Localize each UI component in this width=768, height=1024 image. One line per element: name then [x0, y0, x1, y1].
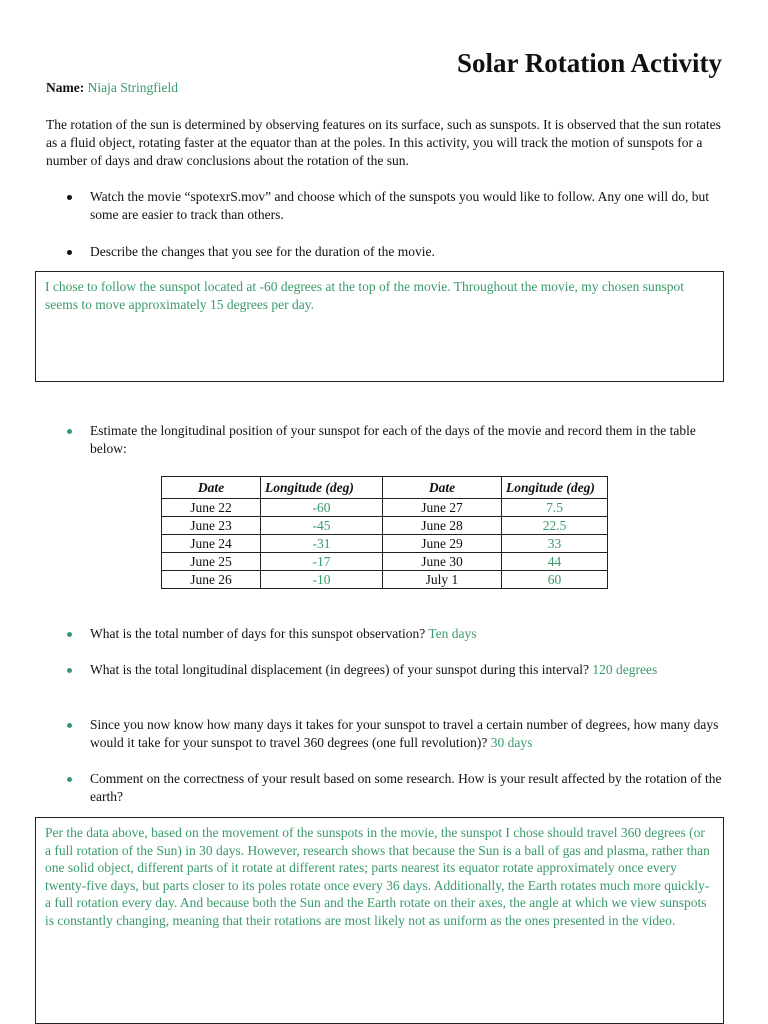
question-text: Since you now know how many days it takes for your sunspot to travel a certain number of degrees, how many days would it take for your sunspot to travel 360 degrees (one full revolution)? — [90, 717, 719, 750]
question-total-days — [90, 625, 726, 643]
student-name: Niaja Stringfield — [87, 80, 178, 95]
date-cell: June 28 — [383, 517, 502, 535]
date-cell: June 24 — [162, 535, 261, 553]
date-cell: June 30 — [383, 553, 502, 571]
bullet-watch-movie: Watch the movie “spotexrS.mov” and choose which of the sunspots you would like to follow. Any one will do, but some are easier to track than others. — [90, 188, 726, 224]
date-cell: June 22 — [162, 499, 261, 517]
header-date-2: Date — [383, 477, 502, 499]
table-row — [162, 499, 608, 517]
name-label: Name: — [46, 80, 85, 95]
name-line — [46, 79, 178, 97]
table-header-row — [162, 477, 608, 499]
longitude-cell[interactable]: -17 — [261, 553, 383, 571]
header-date-1: Date — [162, 477, 261, 499]
intro-paragraph: The rotation of the sun is determined by observing features on its surface, such as sunspots. It is observed that the sun rotates as a fluid object, rotating faster at the equator than at the poles. In this activity, you will track the motion of sunspots for a number of days and draw conclusions about the rotation of the sun. — [46, 117, 721, 168]
question-comment: Comment on the correctness of your result based on some research. How is your result affected by the rotation of the earth? — [90, 770, 726, 806]
answer-displacement[interactable]: 120 degrees — [592, 662, 658, 677]
longitude-cell[interactable]: -10 — [261, 571, 383, 589]
longitude-cell[interactable]: 60 — [502, 571, 608, 589]
longitude-cell[interactable]: -31 — [261, 535, 383, 553]
question-text: What is the total number of days for this sunspot observation? — [90, 626, 426, 641]
answer-box-changes[interactable]: I chose to follow the sunspot located at -60 degrees at the top of the movie. Throughout the movie, my chosen sunspot seems to move approximately 15 degrees per day. — [35, 271, 724, 382]
table-row — [162, 571, 608, 589]
answer-total-days[interactable]: Ten days — [428, 626, 477, 641]
answer-box-comment[interactable]: Per the data above, based on the movement of the sunspots in the movie, the sunspot I chose should travel 360 degrees (or a full rotation of the Sun) in 30 days. However, research shows that because the Sun is a ball of gas and plasma, rather than one solid object, different parts of it rotate at different rates; parts nearest its equator rotate approximately once every twenty-five days, but parts closer to its poles rotate once every 36 days. Additionally, the Earth rotates much more quickly- a full rotation every day. And because both the Sun and the Earth rotate on their axes, the angle at which we view sunspots is constantly changing, meaning that their rotations are most likely not as uniform as the ones presented in the video. — [35, 817, 724, 1024]
longitude-cell[interactable]: 7.5 — [502, 499, 608, 517]
longitude-cell[interactable]: 44 — [502, 553, 608, 571]
date-cell: June 26 — [162, 571, 261, 589]
longitude-cell[interactable]: -45 — [261, 517, 383, 535]
page-title: Solar Rotation Activity — [457, 48, 722, 78]
date-cell: July 1 — [383, 571, 502, 589]
date-cell: June 25 — [162, 553, 261, 571]
question-full-revolution — [90, 716, 726, 752]
date-cell: June 27 — [383, 499, 502, 517]
question-displacement — [90, 661, 726, 679]
table-row — [162, 517, 608, 535]
table-row — [162, 535, 608, 553]
longitude-table — [161, 476, 608, 589]
longitude-cell[interactable]: -60 — [261, 499, 383, 517]
answer-full-revolution[interactable]: 30 days — [490, 735, 533, 750]
date-cell: June 23 — [162, 517, 261, 535]
date-cell: June 29 — [383, 535, 502, 553]
bullet-describe-changes: Describe the changes that you see for the duration of the movie. — [90, 243, 726, 261]
table-row — [162, 553, 608, 571]
question-text: What is the total longitudinal displacement (in degrees) of your sunspot during this interval? — [90, 662, 590, 677]
header-longitude-1: Longitude (deg) — [261, 477, 383, 499]
bullet-table-instructions: Estimate the longitudinal position of your sunspot for each of the days of the movie and record them in the table below: — [90, 422, 726, 458]
longitude-cell[interactable]: 22.5 — [502, 517, 608, 535]
longitude-cell[interactable]: 33 — [502, 535, 608, 553]
header-longitude-2: Longitude (deg) — [502, 477, 608, 499]
